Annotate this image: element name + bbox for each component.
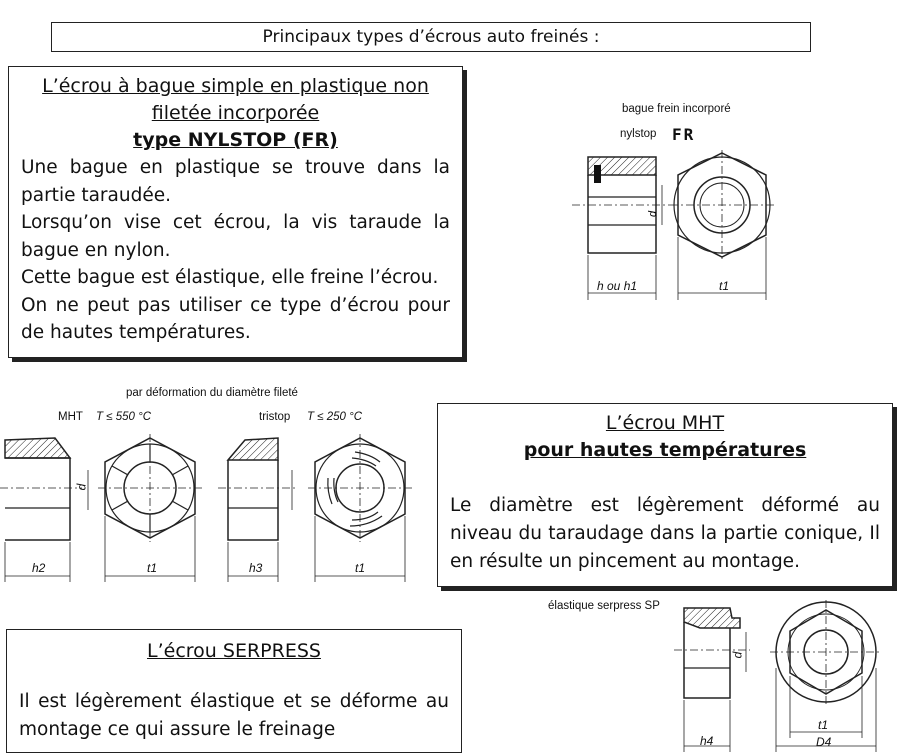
nylstop-dim-t: t1	[719, 279, 730, 293]
mht-paragraph: Le diamètre est légèrement déformé au niveau du taraudage dans la partie conique, Il en résulte un pincement au montage.	[450, 495, 880, 572]
nylstop-heading: L’écrou à bague simple en plastique non filetée incorporée	[42, 75, 429, 124]
nylstop-dim-h: h ou h1	[597, 279, 638, 293]
deformation-dim-d: d	[74, 483, 89, 491]
nylstop-fig-code: FR	[672, 125, 696, 144]
dim-h3: h3	[249, 561, 263, 575]
dim-D4: D4	[816, 735, 832, 749]
serpress-paragraph: Il est légèrement élastique et se déforme au montage ce qui assure le freinage	[19, 691, 449, 740]
mht-temp: T ≤ 550 °C	[96, 411, 152, 423]
mht-box	[437, 403, 893, 587]
nylstop-fig-caption: bague frein incorporé	[622, 103, 731, 115]
nylstop-paragraph-4: On ne peut pas utiliser ce type d’écrou pour de hautes températures.	[21, 294, 450, 343]
serpress-dim-d: d	[730, 651, 745, 659]
mht-subheading: pour hautes températures	[523, 439, 807, 461]
dim-t1-tristop: t1	[355, 561, 366, 575]
page-title: Principaux types d’écrous auto freinés :	[51, 22, 811, 52]
mht-heading: L’écrou MHT	[605, 412, 725, 434]
mht-label: MHT	[58, 411, 83, 423]
dim-h4: h4	[700, 734, 714, 748]
nylstop-paragraph-3: Cette bague est élastique, elle freine l’écrou.	[21, 267, 439, 288]
nylstop-type-heading: type NYLSTOP (FR)	[133, 129, 338, 151]
dim-h2: h2	[32, 561, 46, 575]
serpress-box	[6, 629, 462, 753]
serpress-heading: L’écrou SERPRESS	[147, 640, 321, 662]
nylstop-dim-d: d	[647, 210, 659, 217]
tristop-temp: T ≤ 250 °C	[307, 411, 363, 423]
nylstop-paragraph-2: Lorsqu’on vise cet écrou, la vis taraude la bague en nylon.	[21, 212, 450, 261]
deformation-caption: par déformation du diamètre fileté	[126, 387, 298, 399]
serpress-fig-caption: élastique serpress SP	[548, 600, 660, 612]
dim-t1-serpress: t1	[818, 718, 829, 732]
serpress-drawing	[670, 598, 890, 754]
tristop-label: tristop	[259, 411, 291, 423]
nylstop-box	[8, 66, 463, 358]
nylstop-fig-label: nylstop	[620, 128, 657, 140]
nylstop-paragraph-1: Une bague en plastique se trouve dans la partie taraudée.	[21, 157, 450, 206]
dim-t1-mht: t1	[147, 561, 158, 575]
